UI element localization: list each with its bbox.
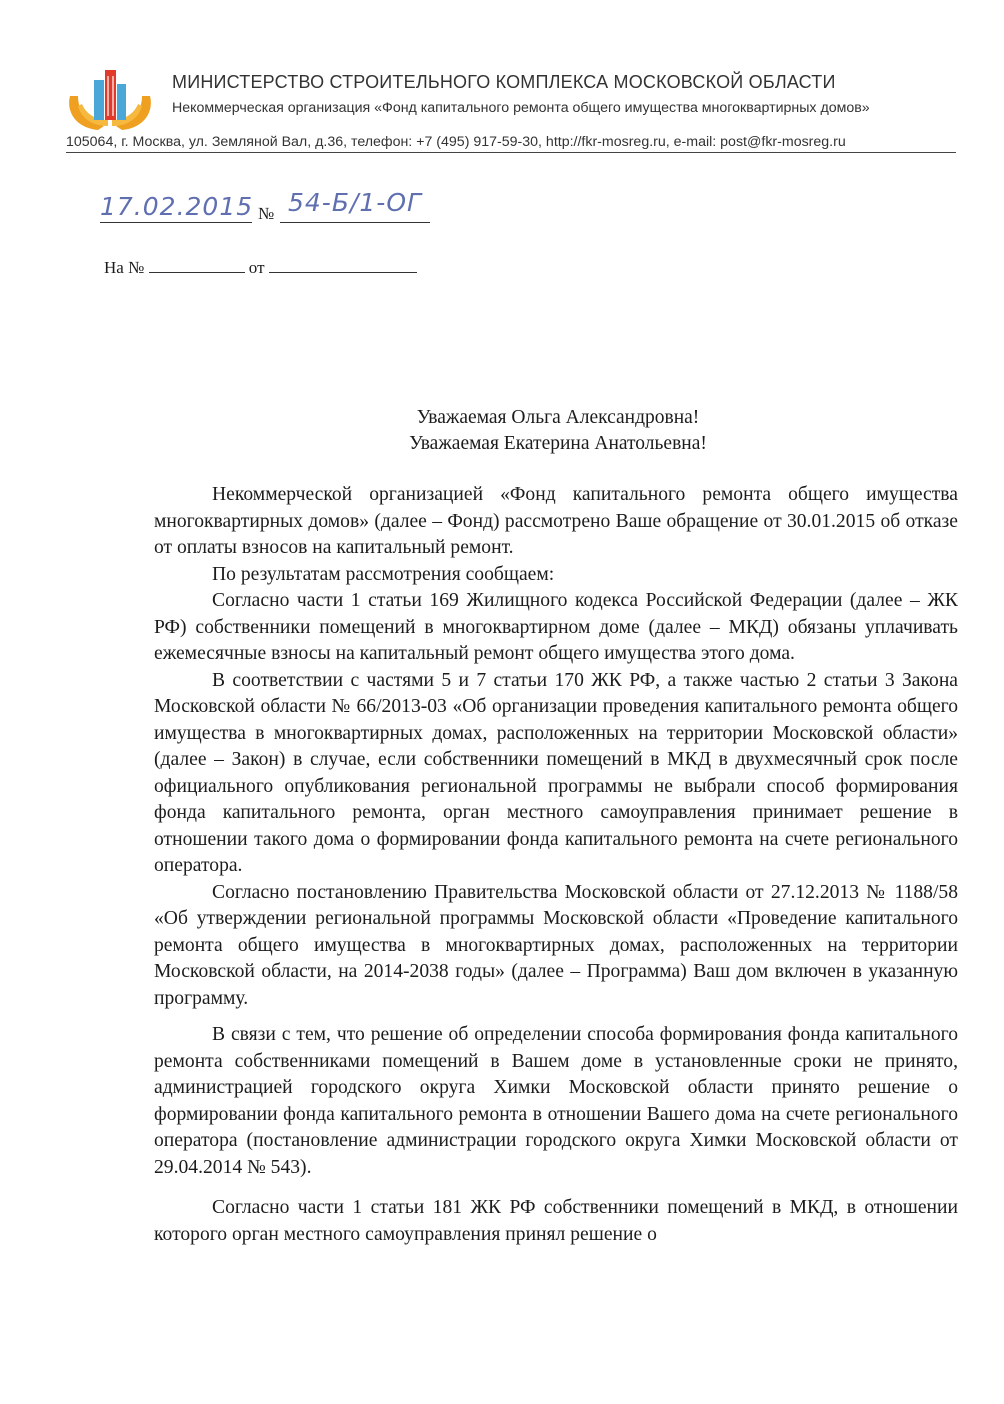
paragraph: Некоммерческой организацией «Фонд капитального ремонта общего имущества многоквартирных домов» (далее – Фонд) рассмотрено Ваше обращение от 30.01.2015 об отказе от оплаты взносов на капитальный ремонт. — [154, 484, 958, 558]
handwritten-number: 54-Б/1-ОГ — [288, 188, 422, 217]
paragraph: В связи с тем, что решение об определении способа формирования фонда капитального ремонта собственниками помещений в Вашем доме в установленные сроки не принято, администрацией городского округа Химки Московской области принято решение о формировании фонда капитального ремонта в отношении Вашего дома на счете регионального оператора (постановление администрации городского округа Химки Московской области от 29.04.2014 № 543). — [154, 1024, 958, 1178]
organization-name: Некоммерческая организация «Фонд капитального ремонта общего имущества многоквартирных домов» — [172, 100, 870, 116]
handwritten-date: 17.02.2015 — [100, 192, 254, 221]
paragraph: Согласно части 1 статьи 181 ЖК РФ собственники помещений в МКД, в отношении которого орган местного самоуправления принял решение о — [154, 1197, 958, 1245]
hands-building-logo-icon — [64, 66, 156, 134]
registration-block — [100, 188, 440, 228]
number-label: № — [258, 204, 275, 223]
ref-number-blank — [149, 257, 245, 273]
ref-prefix: На № — [104, 258, 145, 277]
paragraph: Согласно части 1 статьи 169 Жилищного кодекса Российской Федерации (далее – ЖК РФ) собственники помещений в многоквартирном доме (далее – МКД) обязаны уплачивать ежемесячные взносы на капитальный ремонт общего имущества этого дома. — [154, 590, 958, 664]
greeting-line: Уважаемая Екатерина Анатольевна! — [409, 433, 707, 454]
ministry-title: МИНИСТЕРСТВО СТРОИТЕЛЬНОГО КОМПЛЕКСА МОСКОВСКОЙ ОБЛАСТИ — [172, 72, 836, 92]
greeting — [154, 405, 962, 457]
paragraph: В соответствии с частями 5 и 7 статьи 170 ЖК РФ, а также частью 2 статьи 3 Закона Московской области № 66/2013-03 «Об организации проведения капитального ремонта общего имущества в многоквартирных домах, расположенных на территории Московской области» (далее – Закон) в случае, если собственники помещений в МКД в двухмесячный срок после официального опубликования региональной программы не выбрали способ формирования фонда капитального ремонта, орган местного самоуправления принимает решение в отношении такого дома о формировании фонда капитального ремонта на счете регионального оператора. — [154, 669, 958, 876]
ref-middle: от — [248, 258, 265, 277]
contacts-line: 105064, г. Москва, ул. Земляной Вал, д.36, телефон: +7 (495) 917-59-30, http://fkr-mosreg.ru, e-mail: post@fkr-mosreg.ru — [66, 134, 956, 153]
ref-date-blank — [269, 257, 417, 273]
reference-line — [104, 257, 417, 278]
letter-body — [154, 482, 958, 1248]
number-underline — [280, 222, 430, 223]
date-underline — [100, 222, 252, 223]
greeting-line: Уважаемая Ольга Александровна! — [416, 407, 700, 428]
paragraph: По результатам рассмотрения сообщаем: — [212, 563, 555, 585]
paragraph: Согласно постановлению Правительства Московской области от 27.12.2013 № 1188/58 «Об утверждении региональной программы Московской области «Проведение капитального ремонта общего имущества в многоквартирных домах, расположенных на территории Московской области, на 2014-2038 годы» (далее – Программа) Ваш дом включен в указанную программу. — [154, 881, 958, 1009]
